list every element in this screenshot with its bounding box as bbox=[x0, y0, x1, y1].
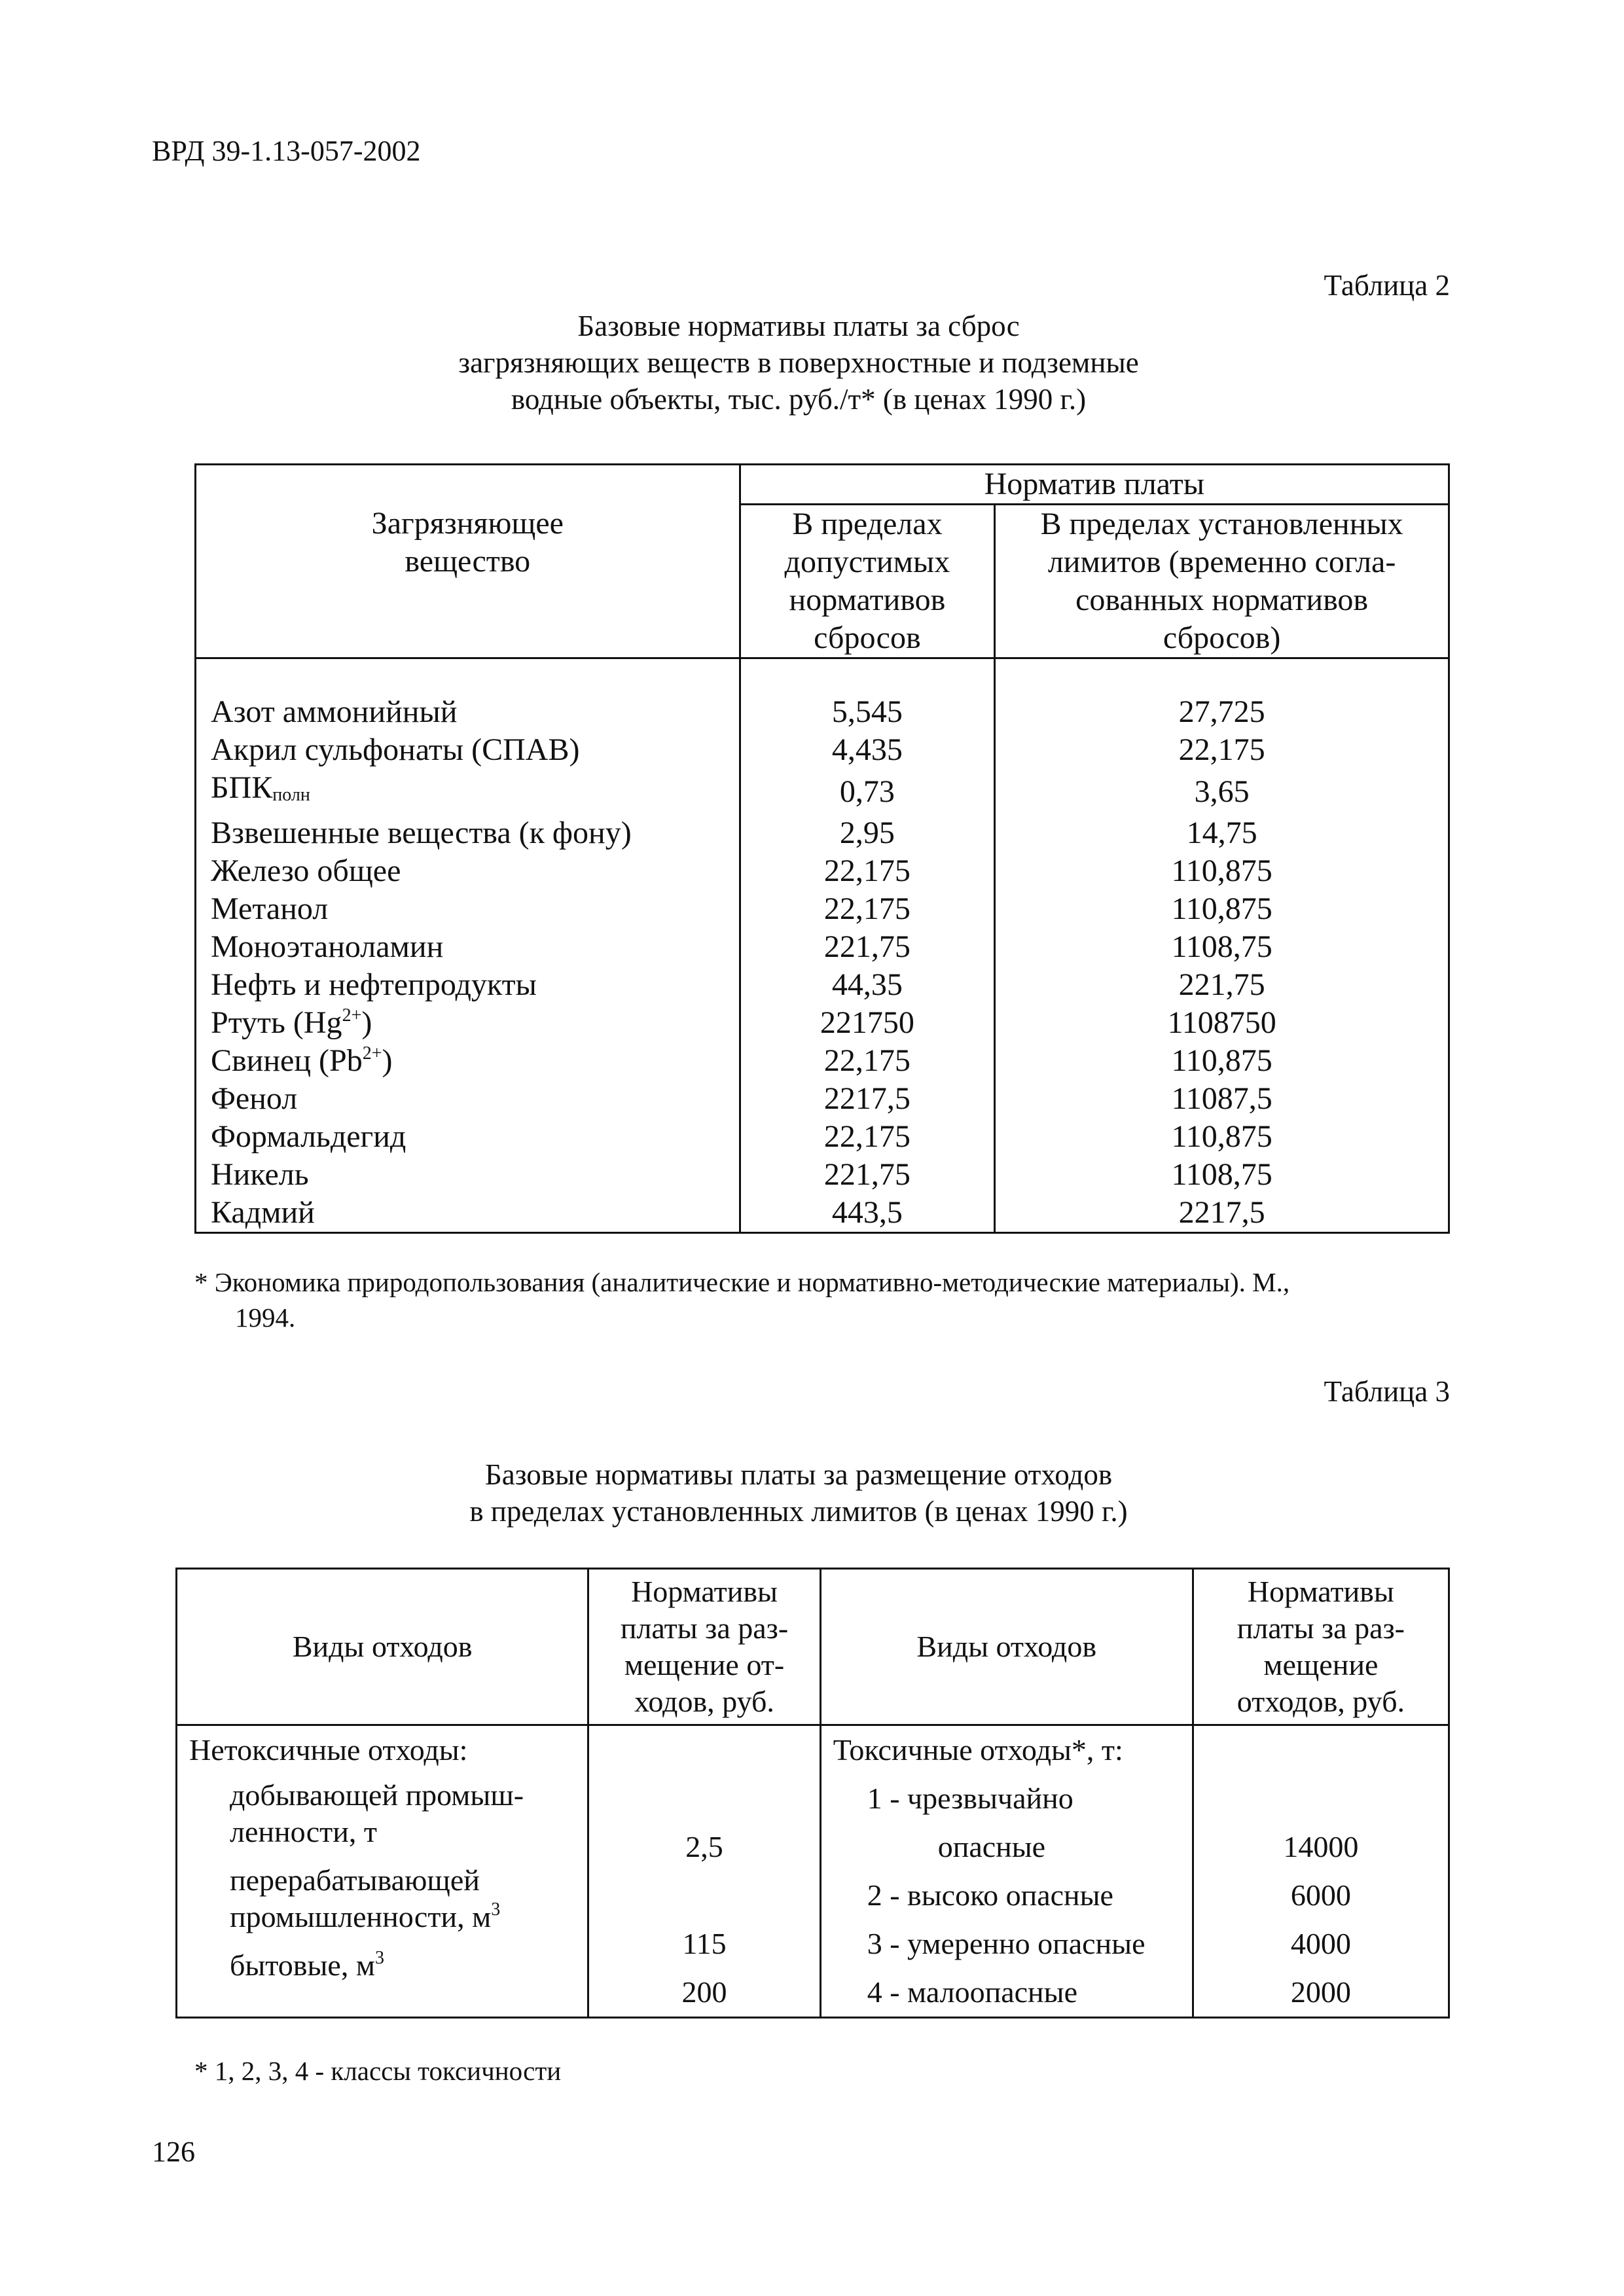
fee-within-limits: 22,175 bbox=[995, 731, 1449, 769]
header-line: сбросов) bbox=[1163, 620, 1281, 655]
pollutant-name bbox=[196, 1004, 740, 1042]
toxic-heading: Токсичные отходы*, т: bbox=[833, 1733, 1123, 1767]
header-line: Загрязняющее bbox=[371, 506, 564, 541]
pollutant-name: Взвешенные вещества (к фону) bbox=[196, 814, 740, 852]
table2-title-line: загрязняющих веществ в поверхностные и подземные bbox=[458, 346, 1139, 379]
fee-within-norms: 221,75 bbox=[740, 1156, 995, 1194]
fee-within-norms: 22,175 bbox=[740, 1118, 995, 1156]
table-header-row bbox=[196, 465, 1449, 505]
col-within-limits-header bbox=[995, 505, 1449, 658]
fee-within-norms: 4,435 bbox=[740, 731, 995, 769]
table3-caption: Таблица 3 bbox=[1324, 1375, 1450, 1408]
pollutant-fee-table bbox=[194, 463, 1450, 1234]
header-line: лимитов (временно согла- bbox=[1047, 545, 1396, 579]
superscript: 2+ bbox=[342, 1005, 362, 1026]
table-row bbox=[196, 1156, 1449, 1194]
fee-within-norms: 5,545 bbox=[740, 693, 995, 731]
header-line: платы за раз- bbox=[1236, 1611, 1405, 1645]
subscript: полн bbox=[272, 785, 310, 805]
document-code: ВРД 39-1.13-057-2002 bbox=[152, 135, 421, 167]
item-line bbox=[230, 1899, 575, 1935]
header-line: мещение bbox=[1263, 1648, 1379, 1681]
pollutant-name: Азот аммонийный bbox=[196, 693, 740, 731]
superscript: 3 bbox=[374, 1948, 384, 1968]
table-row bbox=[196, 814, 1449, 852]
table3-title-line: Базовые нормативы платы за размещение отходов bbox=[484, 1458, 1113, 1491]
page-number: 126 bbox=[152, 2136, 195, 2168]
col-norm-header bbox=[588, 1569, 820, 1725]
fee-within-limits: 110,875 bbox=[995, 1118, 1449, 1156]
toxic-class: 1 - чрезвычайно bbox=[867, 1782, 1074, 1815]
pollutant-name: Метанол bbox=[196, 890, 740, 928]
value: 4000 bbox=[1290, 1927, 1351, 1960]
header-line: Нормативы bbox=[631, 1575, 778, 1608]
table-row bbox=[196, 731, 1449, 769]
item-text: бытовые, м bbox=[230, 1948, 375, 1982]
col-waste-type-header: Виды отходов bbox=[177, 1569, 588, 1725]
header-line: мещение от- bbox=[624, 1648, 785, 1681]
table-row bbox=[196, 1080, 1449, 1118]
fee-within-norms: 443,5 bbox=[740, 1194, 995, 1233]
fee-within-limits: 110,875 bbox=[995, 890, 1449, 928]
header-line: платы за раз- bbox=[620, 1611, 789, 1645]
footnote-line: 1994. bbox=[235, 1302, 296, 1333]
pollutant-name-text: Ртуть (Hg bbox=[211, 1005, 342, 1040]
col-fee-group-header: Норматив платы bbox=[740, 465, 1449, 505]
fee-within-limits: 14,75 bbox=[995, 814, 1449, 852]
table3-title-line: в пределах установленных лимитов (в ценах 1990 г.) bbox=[469, 1495, 1128, 1528]
header-line: вещество bbox=[405, 544, 531, 579]
pollutant-name: Железо общее bbox=[196, 852, 740, 890]
header-line: нормативов bbox=[789, 583, 946, 617]
value: 200 bbox=[681, 1975, 727, 2009]
table2-title bbox=[262, 308, 1335, 418]
fee-within-norms: 221750 bbox=[740, 1004, 995, 1042]
header-line: сованных нормативов bbox=[1075, 583, 1369, 617]
pollutant-name: Никель bbox=[196, 1156, 740, 1194]
table-row bbox=[196, 928, 1449, 966]
table2-footnote bbox=[194, 1265, 1458, 1335]
table3-title bbox=[262, 1456, 1335, 1530]
fee-within-limits: 1108,75 bbox=[995, 928, 1449, 966]
fee-within-norms: 2,95 bbox=[740, 814, 995, 852]
toxic-class: 2 - высоко опасные bbox=[867, 1878, 1113, 1912]
pollutant-name: Формальдегид bbox=[196, 1118, 740, 1156]
nontoxic-item bbox=[189, 1947, 575, 1996]
table2-caption: Таблица 2 bbox=[1324, 269, 1450, 302]
header-line: ходов, руб. bbox=[634, 1685, 774, 1718]
col-pollutant-header bbox=[196, 465, 740, 658]
fee-within-norms: 22,175 bbox=[740, 1042, 995, 1080]
table-row bbox=[196, 852, 1449, 890]
header-line: допустимых bbox=[784, 545, 950, 579]
superscript: 2+ bbox=[362, 1043, 382, 1064]
fee-within-limits: 11087,5 bbox=[995, 1080, 1449, 1118]
pollutant-name: Моноэтаноламин bbox=[196, 928, 740, 966]
fee-within-norms: 22,175 bbox=[740, 890, 995, 928]
pollutant-name-text: Свинец (Pb bbox=[211, 1043, 363, 1078]
spacer-row bbox=[196, 658, 1449, 694]
table-row bbox=[196, 890, 1449, 928]
superscript: 3 bbox=[491, 1899, 501, 1920]
pollutant-name-text: БПК bbox=[211, 770, 273, 805]
fee-within-limits: 1108750 bbox=[995, 1004, 1449, 1042]
table2-title-line: Базовые нормативы платы за сброс bbox=[577, 310, 1020, 342]
item-line: ленности, т bbox=[230, 1815, 377, 1848]
pollutant-name-tail: ) bbox=[382, 1043, 393, 1078]
toxic-class: 3 - умеренно опасные bbox=[867, 1927, 1146, 1960]
waste-fee-table bbox=[175, 1568, 1450, 2018]
col-norm-header bbox=[1193, 1569, 1449, 1725]
table-row bbox=[196, 693, 1449, 731]
table-row bbox=[196, 1118, 1449, 1156]
fee-within-limits: 221,75 bbox=[995, 966, 1449, 1004]
header-line: В пределах bbox=[792, 507, 943, 541]
item-text: промышленности, м bbox=[230, 1900, 492, 1933]
value: 6000 bbox=[1290, 1878, 1351, 1912]
fee-within-norms: 2217,5 bbox=[740, 1080, 995, 1118]
fee-within-limits: 110,875 bbox=[995, 1042, 1449, 1080]
table-row bbox=[177, 1725, 1449, 2018]
toxic-class: 4 - малоопасные bbox=[867, 1975, 1077, 2009]
pollutant-name bbox=[196, 769, 740, 814]
item-line: перерабатывающей bbox=[230, 1863, 480, 1897]
nontoxic-heading: Нетоксичные отходы: bbox=[189, 1733, 468, 1767]
header-line: В пределах установленных bbox=[1040, 507, 1403, 541]
pollutant-name: Нефть и нефтепродукты bbox=[196, 966, 740, 1004]
value: 2000 bbox=[1290, 1975, 1351, 2009]
pollutant-name bbox=[196, 1042, 740, 1080]
fee-within-limits: 110,875 bbox=[995, 852, 1449, 890]
item-line: добывающей промыш- bbox=[230, 1778, 524, 1812]
fee-within-norms: 221,75 bbox=[740, 928, 995, 966]
nontoxic-item bbox=[189, 1862, 575, 1935]
col-within-norms-header bbox=[740, 505, 995, 658]
pollutant-name: Кадмий bbox=[196, 1194, 740, 1233]
pollutant-name: Фенол bbox=[196, 1080, 740, 1118]
fee-within-norms: 44,35 bbox=[740, 966, 995, 1004]
nontoxic-values-cell bbox=[588, 1725, 820, 2018]
toxic-values-cell bbox=[1193, 1725, 1449, 2018]
fee-within-limits: 1108,75 bbox=[995, 1156, 1449, 1194]
toxic-class: опасные bbox=[937, 1830, 1046, 1863]
table-header-row bbox=[177, 1569, 1449, 1725]
table-row bbox=[196, 1194, 1449, 1233]
fee-within-norms: 0,73 bbox=[740, 769, 995, 814]
nontoxic-item bbox=[189, 1777, 575, 1850]
fee-within-norms: 22,175 bbox=[740, 852, 995, 890]
value: 14000 bbox=[1283, 1830, 1359, 1863]
header-line: сбросов bbox=[814, 620, 921, 655]
table2-title-line: водные объекты, тыс. руб./т* (в ценах 1990 г.) bbox=[511, 383, 1087, 416]
footnote-line: * Экономика природопользования (аналитические и нормативно-методические материалы). М., bbox=[194, 1267, 1290, 1297]
table3-footnote: * 1, 2, 3, 4 - классы токсичности bbox=[194, 2056, 562, 2086]
nontoxic-waste-cell bbox=[177, 1725, 588, 2018]
pollutant-name-tail: ) bbox=[361, 1005, 372, 1040]
table-row bbox=[196, 769, 1449, 814]
table-row bbox=[196, 1042, 1449, 1080]
table-row bbox=[196, 966, 1449, 1004]
pollutant-name: Акрил сульфонаты (СПАВ) bbox=[196, 731, 740, 769]
table-row bbox=[196, 1004, 1449, 1042]
value: 2,5 bbox=[685, 1830, 723, 1863]
header-line: Нормативы bbox=[1247, 1575, 1394, 1608]
fee-within-limits: 27,725 bbox=[995, 693, 1449, 731]
toxic-waste-cell bbox=[820, 1725, 1193, 2018]
value: 115 bbox=[682, 1927, 727, 1960]
col-waste-type-header: Виды отходов bbox=[820, 1569, 1193, 1725]
fee-within-limits: 3,65 bbox=[995, 769, 1449, 814]
header-line: отходов, руб. bbox=[1236, 1685, 1405, 1718]
fee-within-limits: 2217,5 bbox=[995, 1194, 1449, 1233]
